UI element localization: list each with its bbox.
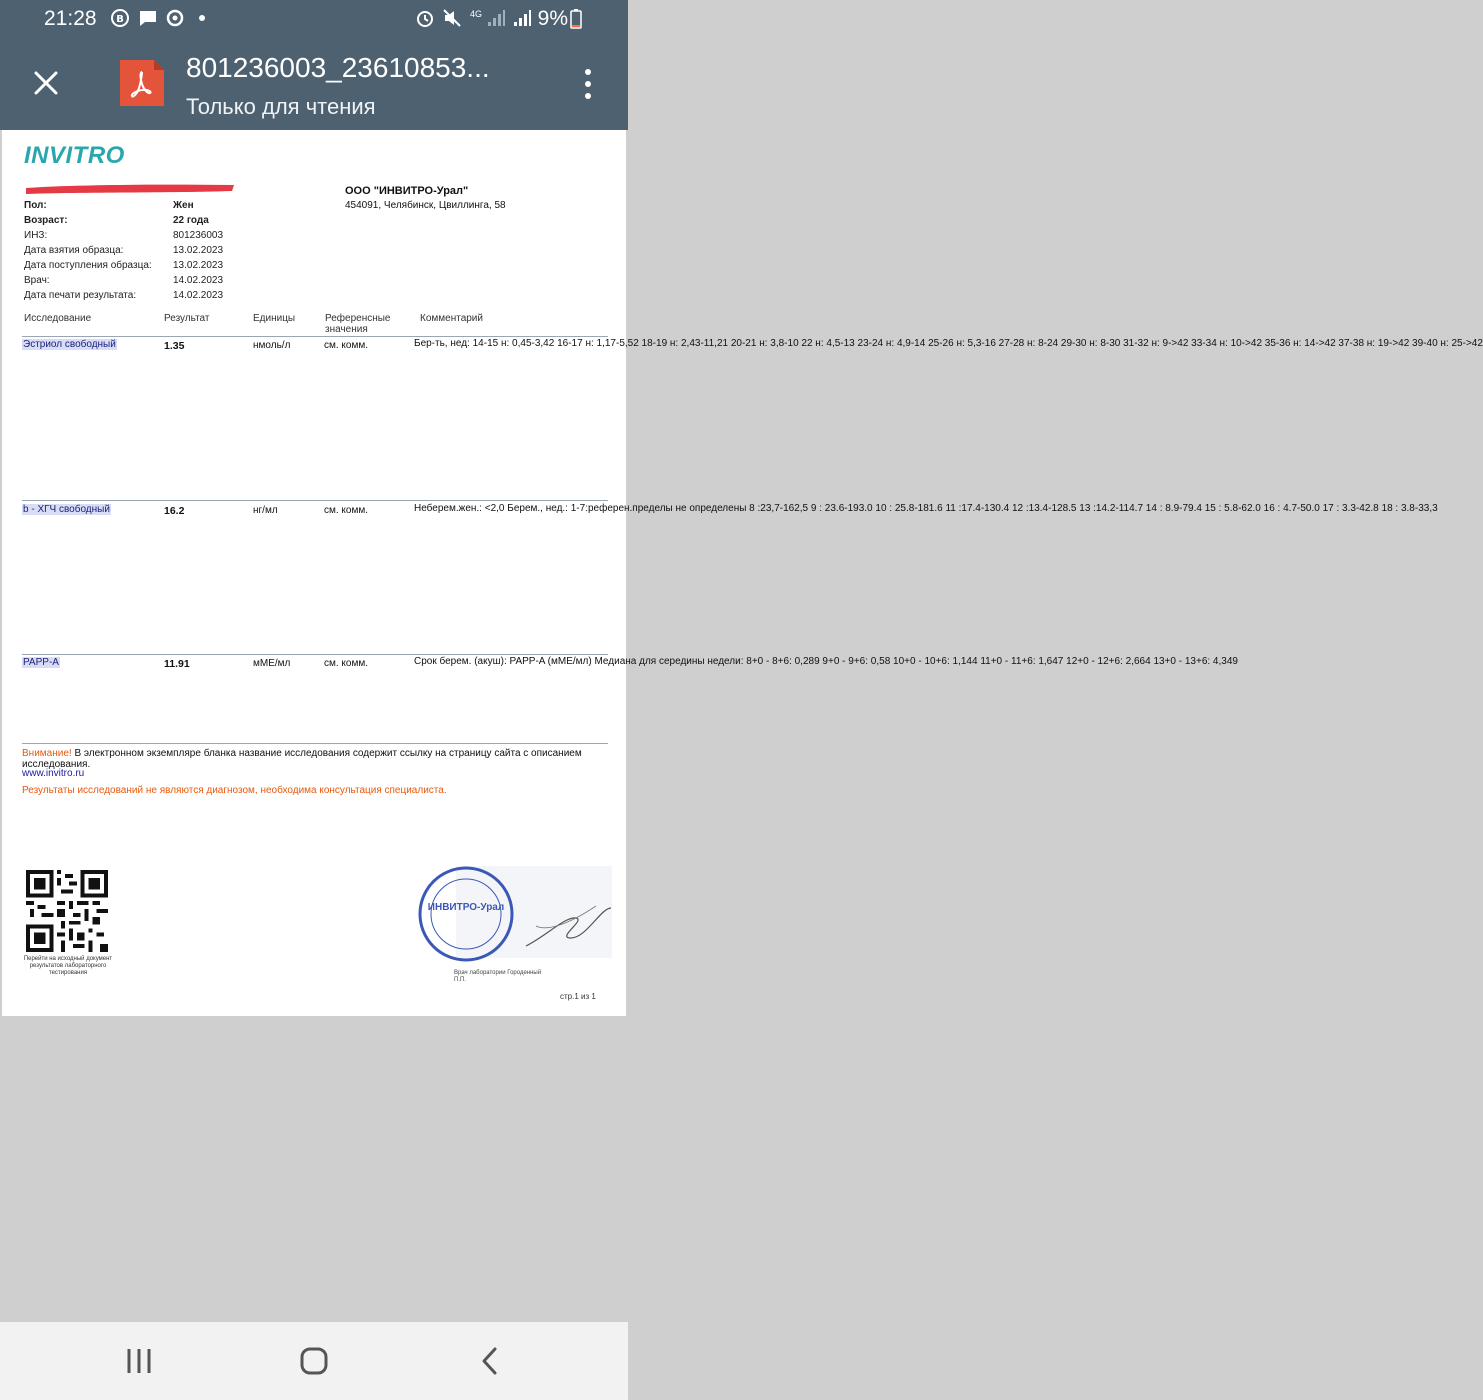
status-bar — [0, 0, 628, 38]
doctor-label: Врач: — [24, 275, 50, 286]
header-result: Результат — [164, 313, 210, 324]
org-address: 454091, Челябинск, Цвиллинга, 58 — [345, 200, 506, 211]
laboratory-stamp — [416, 866, 612, 962]
qr-caption: Перейти на исходный документ результатов лабораторного тестирования — [23, 956, 113, 976]
header-reference-2: значения — [325, 324, 368, 335]
battery-percent: 9% — [537, 7, 568, 30]
dot-icon — [198, 14, 206, 22]
age-value: 22 года — [173, 215, 209, 226]
divider — [22, 500, 608, 501]
doctor-value: 14.02.2023 — [173, 275, 224, 286]
alarm-icon — [415, 8, 435, 28]
reference-value: см. комм. — [324, 340, 369, 351]
signal-icon — [486, 8, 506, 28]
divider — [22, 743, 608, 744]
inz-label: ИНЗ: — [24, 230, 48, 241]
b-app-icon — [110, 8, 130, 28]
header-test: Исследование — [24, 313, 92, 324]
org-name: ООО "ИНВИТРО-Урал" — [345, 185, 469, 197]
navigation-bar — [0, 1322, 628, 1400]
warning-text: В электронном экземпляре бланка название исследования содержит ссылку на страницу сайта с описанием исследования. — [22, 748, 582, 770]
document-page[interactable] — [2, 130, 1483, 1016]
signal-icon — [512, 8, 532, 28]
sample-taken-label: Дата взятия образца: — [24, 245, 124, 256]
stamp-text: ИНВИТРО-Урал — [427, 902, 505, 913]
website-link[interactable]: www.invitro.ru — [22, 768, 85, 779]
warning-note — [22, 748, 608, 770]
sex-value: Жен — [173, 200, 194, 211]
divider — [22, 654, 608, 655]
back-icon[interactable] — [478, 1346, 502, 1376]
header-units: Единицы — [253, 313, 296, 324]
test-link-pappa[interactable]: PAPP-A — [23, 657, 59, 668]
sample-received-label: Дата поступления образца: — [24, 260, 152, 271]
divider — [22, 336, 608, 337]
units-value: нмоль/л — [253, 340, 291, 351]
age-label: Возраст: — [24, 215, 68, 226]
sample-taken-value: 13.02.2023 — [173, 245, 224, 256]
network-type: 4G — [470, 9, 483, 19]
svg-text:B: B — [116, 14, 124, 25]
disclaimer-text: Результаты исследований не являются диагнозом, необходима консультация специалиста. — [22, 785, 447, 796]
close-icon[interactable] — [30, 67, 62, 99]
reference-value: см. комм. — [324, 658, 369, 669]
page-number: стр.1 из 1 — [560, 992, 596, 1001]
units-value: мМЕ/мл — [253, 658, 291, 669]
test-link-estriol[interactable]: Эстриол свободный — [23, 339, 116, 350]
sync-icon — [165, 8, 185, 28]
warning-label: Внимание! — [22, 748, 72, 759]
mute-icon — [442, 8, 462, 28]
qr-code[interactable] — [26, 870, 108, 952]
header-reference-1: Референсные — [325, 313, 391, 324]
comment-text: Бер-ть, нед: 14-15 н: 0,45-3,42 16-17 н: 1,17-5,52 18-19 н: 2,43-11,21 20-21 н: 3,8-10 22 н: 4,5-13 23-24 н: 4,9-14 25-26 н: 5,3-16 27-28 н: 8-24 29-30 н: 8-30 31-32 н: 9->42 33-34 н: 10->42 35-36 н: 14->42 37-38 н: 19->42 39-40 н: 25->42 — [414, 338, 1483, 349]
redacted-name — [24, 182, 236, 196]
message-icon — [138, 8, 158, 28]
header-comment: Комментарий — [420, 313, 483, 324]
pdf-icon — [120, 60, 164, 106]
read-only-label: Только для чтения — [186, 94, 376, 119]
print-date-value: 14.02.2023 — [173, 290, 224, 301]
result-value: 11.91 — [164, 658, 190, 670]
sample-received-value: 13.02.2023 — [173, 260, 224, 271]
invitro-logo: INVITRO — [24, 142, 125, 169]
sex-label: Пол: — [24, 200, 47, 211]
result-value: 16.2 — [164, 505, 185, 517]
doctor-caption: Врач лаборатории Городенный П.П. — [454, 970, 542, 983]
result-value: 1.35 — [164, 340, 185, 352]
inz-value: 801236003 — [173, 230, 224, 241]
print-date-label: Дата печати результата: — [24, 290, 137, 301]
reference-value: см. комм. — [324, 505, 369, 516]
app-bar — [0, 38, 628, 130]
recent-apps-icon[interactable] — [125, 1346, 153, 1376]
comment-text: Неберем.жен.: <2,0 Берем., нед.: 1-7:референ.пределы не определены 8 :23,7-162,5 9 : 23.6-193.0 10 : 25.8-181.6 11 :17.4-130.4 12 :13.4-128.5 13 :14.2-114.7 14 : 8.9-79.4 15 : 5.8-62.0 16 : 4.7-50.0 17 : 3.3-42.8 18 : 3.8-33,3 — [414, 503, 1438, 514]
battery-icon — [570, 9, 582, 29]
test-link-hcg[interactable]: b - ХГЧ свободный — [23, 504, 110, 515]
more-vert-icon[interactable] — [580, 66, 596, 102]
comment-text: Срок берем. (акуш): PAPP-A (мМЕ/мл) Медиана для середины недели: 8+0 - 8+6: 0,289 9+0 - 9+6: 0,58 10+0 - 10+6: 1,144 11+0 - 11+6: 1,647 12+0 - 12+6: 2,664 13+0 - 13+6: 4,349 — [414, 656, 1238, 667]
document-title: 801236003_23610853... — [186, 52, 490, 83]
units-value: нг/мл — [253, 505, 278, 516]
home-icon[interactable] — [299, 1346, 329, 1376]
status-time: 21:28 — [44, 7, 97, 30]
